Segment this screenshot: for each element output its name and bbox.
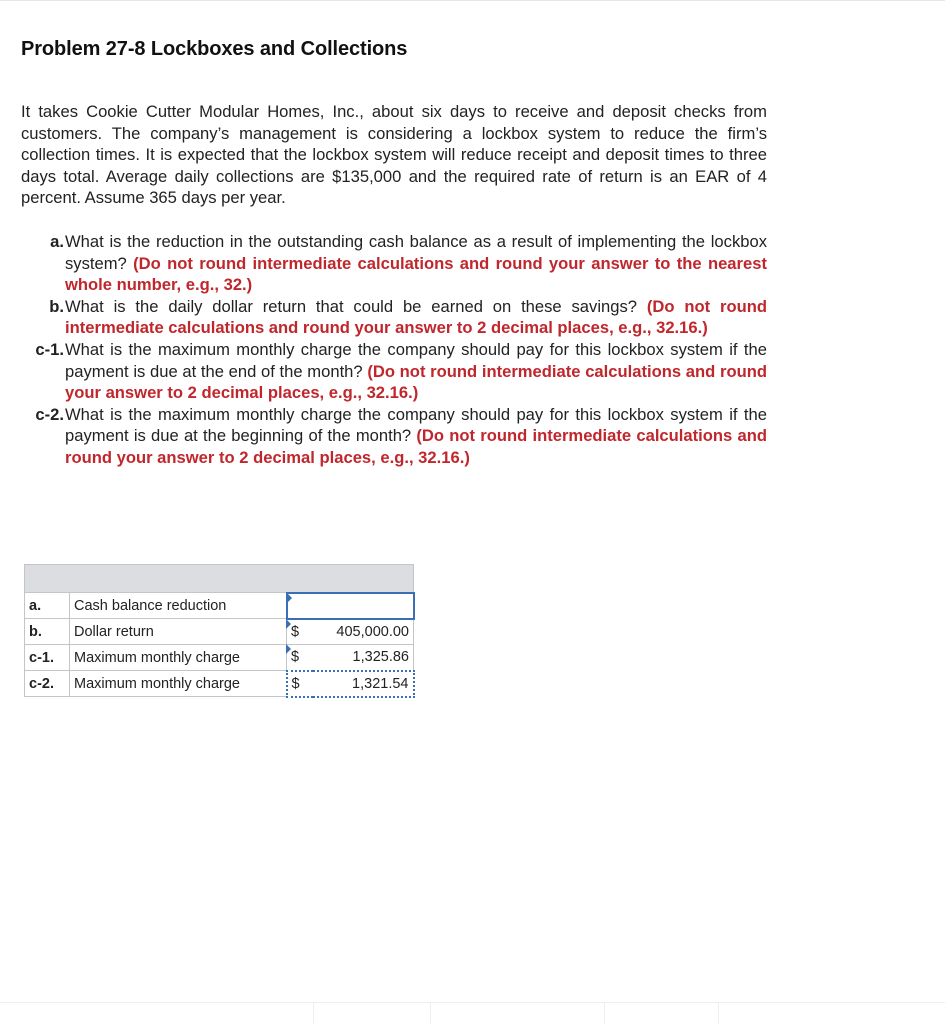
row-description: Maximum monthly charge — [70, 671, 287, 697]
currency-symbol: $ — [287, 645, 313, 671]
question-note: (Do not round intermediate calculations and round your answer to 2 decimal places, e.g., 32.16.) — [65, 296, 767, 338]
table-row — [25, 593, 414, 619]
answer-table — [24, 564, 415, 698]
row-label: c-1. — [25, 645, 70, 671]
answer-marker-icon — [286, 619, 291, 629]
question-item — [21, 404, 767, 469]
answer-marker-icon — [287, 593, 292, 603]
question-label: c-2. — [35, 404, 64, 424]
table-row — [25, 671, 414, 697]
dollar-return-input[interactable]: 405,000.00 — [313, 619, 414, 645]
table-row — [25, 645, 414, 671]
currency-symbol: $ — [287, 619, 313, 645]
top-divider — [0, 0, 945, 1]
answer-marker-icon — [286, 644, 291, 654]
question-note: (Do not round intermediate calculations and round your answer to 2 decimal places, e.g., 32.16.) — [65, 361, 767, 403]
question-label: c-1. — [35, 339, 64, 359]
currency-symbol: $ — [287, 671, 313, 697]
cash-balance-reduction-input[interactable] — [287, 593, 414, 619]
question-text: What is the maximum monthly charge the company should pay for this lockbox system if the payment is due at the end of the month? — [65, 339, 767, 381]
question-label: b. — [49, 296, 64, 316]
question-text: What is the reduction in the outstanding cash balance as a result of implementing the lockbox system? — [65, 232, 767, 273]
row-description: Cash balance reduction — [70, 593, 287, 619]
question-text: What is the maximum monthly charge the company should pay for this lockbox system if the payment is due at the beginning of the month? — [65, 404, 767, 446]
max-monthly-charge-beginning-input[interactable]: 1,321.54 — [313, 671, 414, 697]
row-label: c-2. — [25, 671, 70, 697]
question-note: (Do not round intermediate calculations and round your answer to the nearest whole number, e.g., 32.) — [65, 253, 767, 295]
question-label: a. — [50, 232, 64, 251]
question-item — [21, 339, 767, 404]
question-item — [21, 296, 767, 339]
max-monthly-charge-end-input[interactable]: 1,325.86 — [313, 645, 414, 671]
row-label: b. — [25, 619, 70, 645]
page-title: Problem 27-8 Lockboxes and Collections — [21, 38, 408, 60]
question-text: What is the daily dollar return that could be earned on these savings? — [65, 296, 637, 316]
table-header-row — [25, 565, 414, 593]
bottom-divider — [0, 1002, 945, 1003]
question-note: (Do not round intermediate calculations and round your answer to 2 decimal places, e.g., 32.16.) — [65, 426, 767, 467]
row-description: Dollar return — [70, 619, 287, 645]
question-item — [21, 231, 767, 296]
row-description: Maximum monthly charge — [70, 645, 287, 671]
question-list — [21, 231, 767, 469]
problem-statement: It takes Cookie Cutter Modular Homes, Inc., about six days to receive and deposit checks from customers. The company’s management is considering a lockbox system to reduce the firm’s collection times. It is expected that the lockbox system will reduce receipt and deposit times to three days total. Average daily collections are $135,000 and the required rate of return is an EAR of 4 percent. Assume 365 days per year. — [21, 102, 767, 207]
row-label: a. — [25, 593, 70, 619]
table-row — [25, 619, 414, 645]
